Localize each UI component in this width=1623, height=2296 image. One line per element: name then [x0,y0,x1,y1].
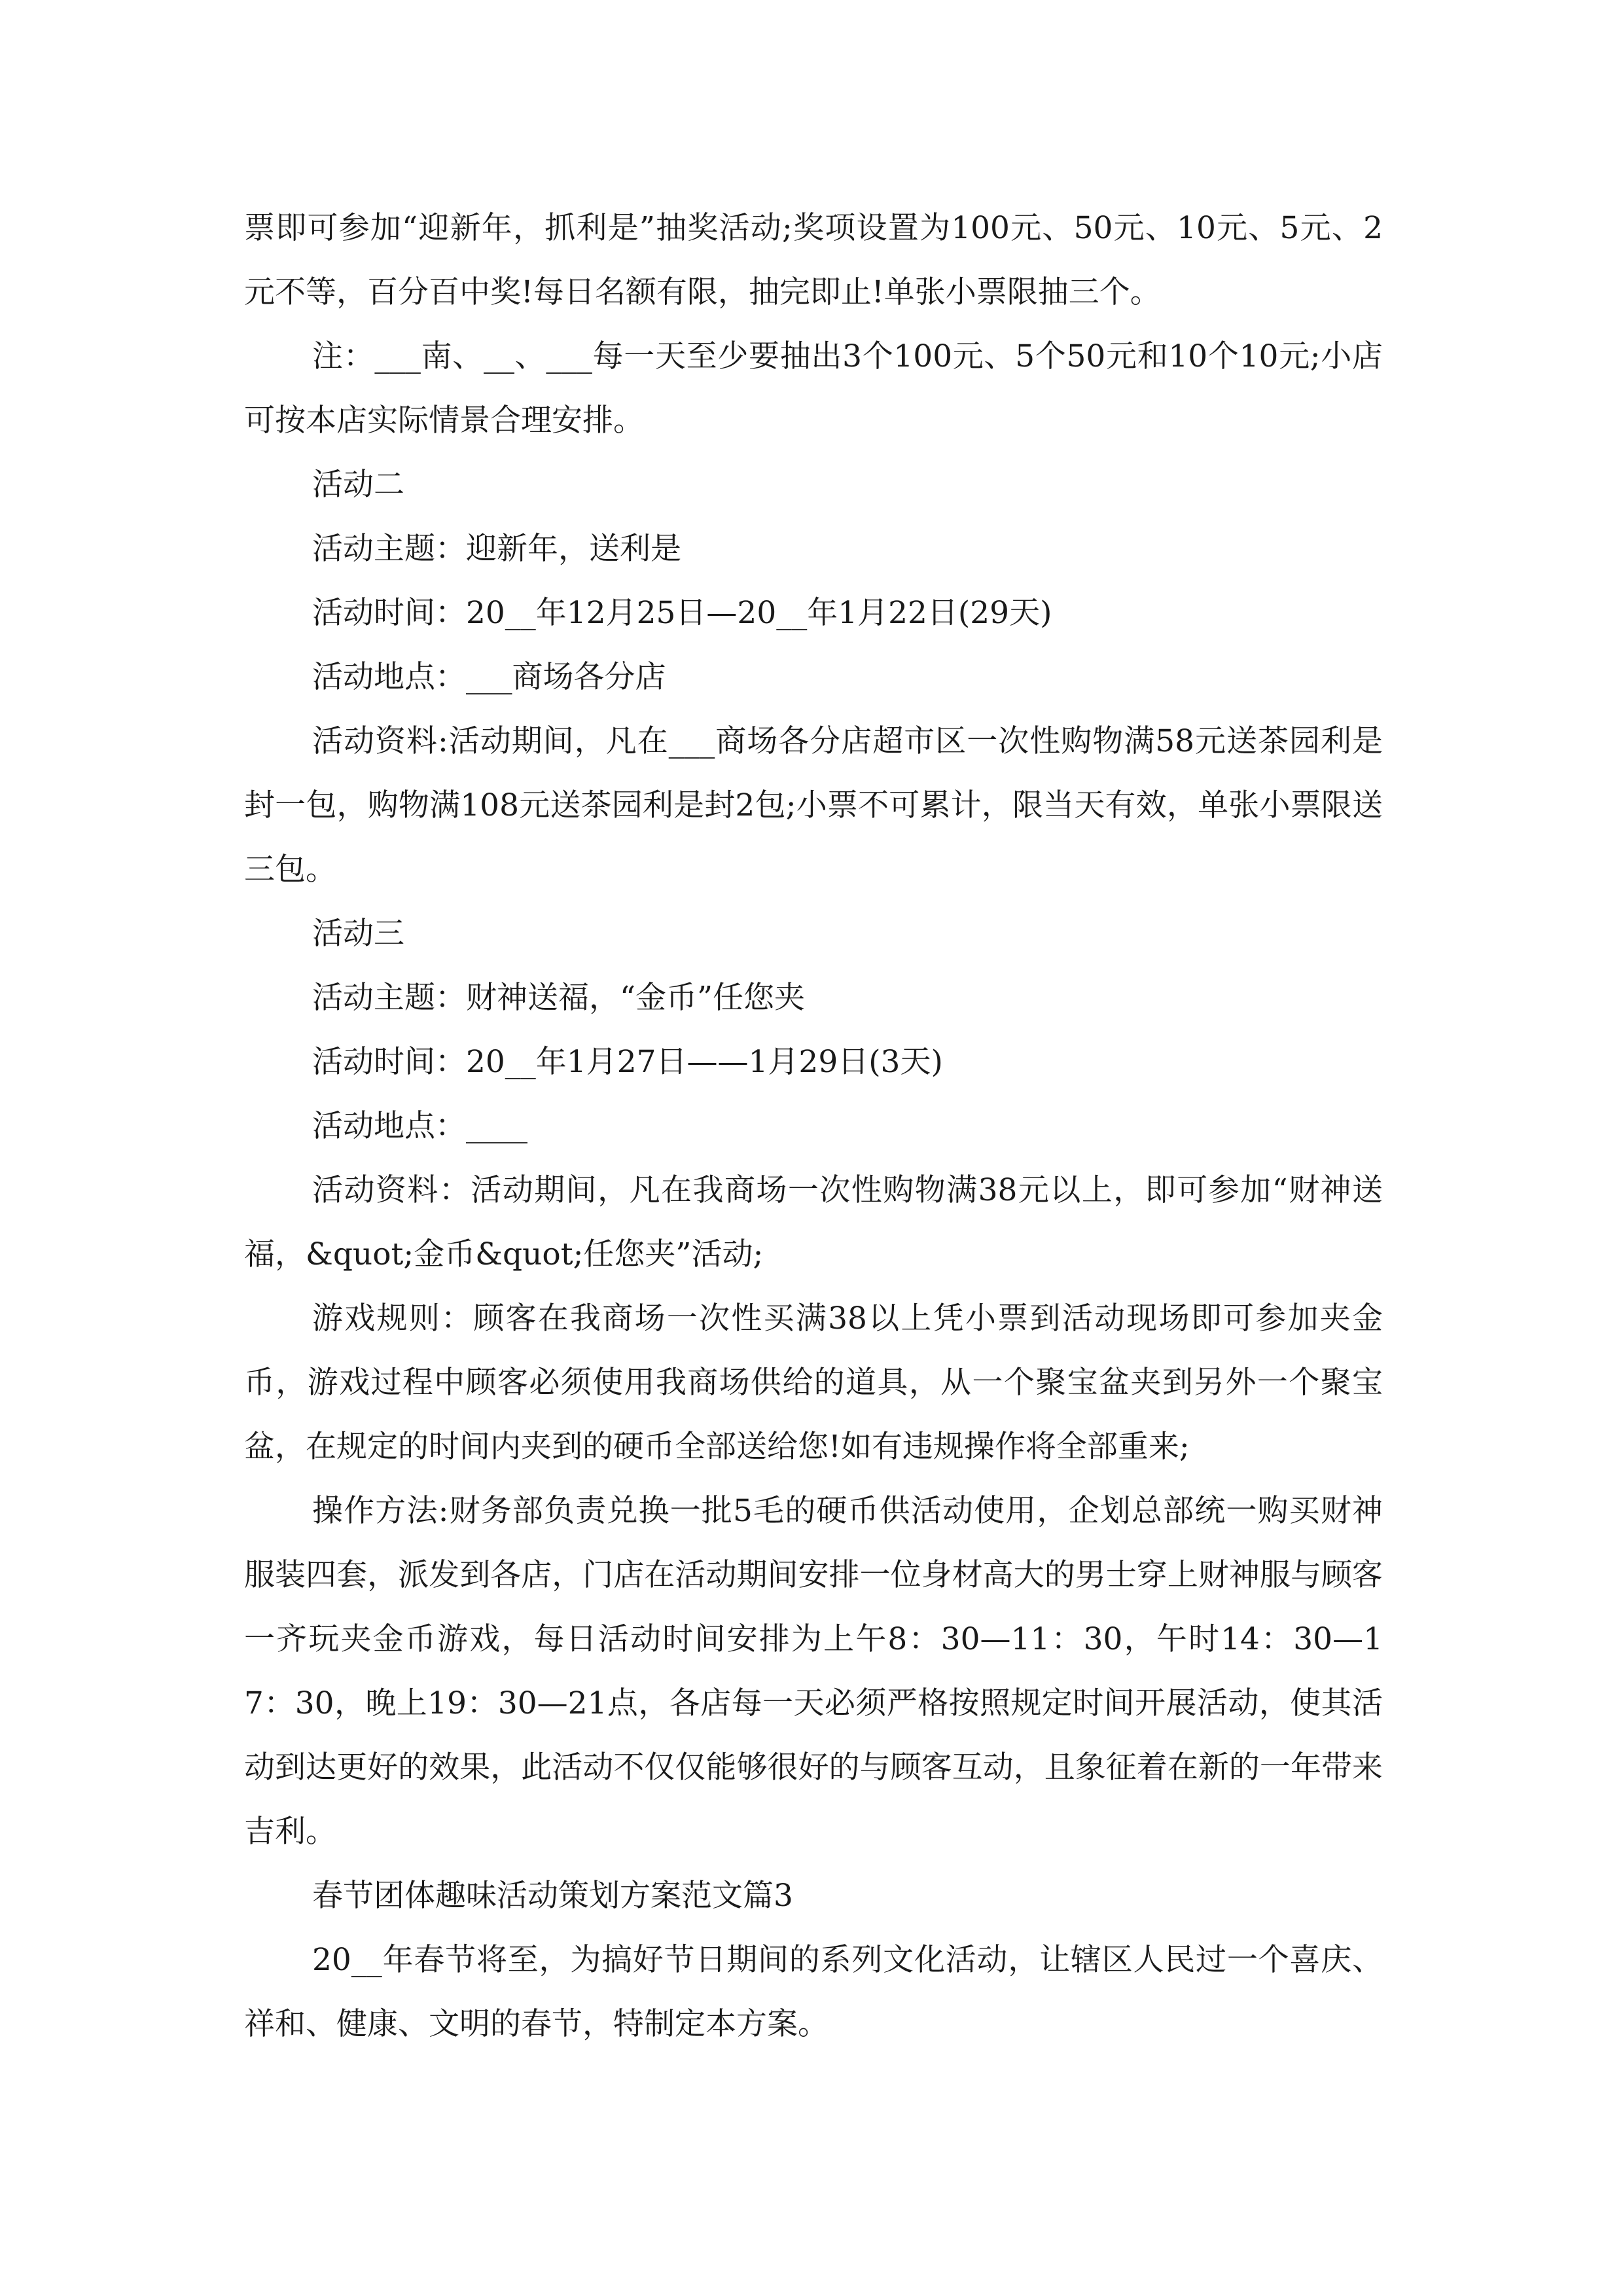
activity-three-details: 活动资料：活动期间，凡在我商场一次性购物满38元以上，即可参加“财神送福，&quot;金币&quot;任您夹”活动; [244,1172,1383,1272]
activity-two-theme: 活动主题：迎新年，送利是 [312,531,681,567]
activity-three-theme: 活动主题：财神送福，“金币”任您夹 [312,980,806,1016]
paragraph-note: 注：___南、__、___每一天至少要抽出3个100元、5个50元和10个10元;小店可按本店实际情景合理安排。 [244,338,1383,439]
activity-two-details: 活动资料:活动期间，凡在___商场各分店超市区一次性购物满58元送茶园利是封一包，购物满108元送茶园利是封2包;小票不可累计，限当天有效，单张小票限送三包。 [244,723,1383,888]
heading-activity-two: 活动二 [312,467,404,503]
operation-method: 操作方法:财务部负责兑换一批5毛的硬币供活动使用，企划总部统一购买财神服装四套，派发到各店，门店在活动期间安排一位身材高大的男士穿上财神服与顾客一齐玩夹金币游戏，每日活动时间安排为上午8：30—11：30，午时14：30—17：30，晚上19：30—21点，各店每一天必须严格按照规定时间开展活动，使其活动到达更好的效果，此活动不仅仅能够很好的与顾客互动，且象征着在新的一年带来吉利。 [244,1493,1383,1850]
activity-two-location: 活动地点：___商场各分店 [312,659,666,695]
paragraph-continuation: 票即可参加“迎新年，抓利是”抽奖活动;奖项设置为100元、50元、10元、5元、2元不等，百分百中奖!每日名额有限，抽完即止!单张小票限抽三个。 [244,210,1383,310]
document-page [244,196,1383,2056]
activity-three-time: 活动时间：20__年1月27日——1月29日(3天) [312,1044,943,1080]
game-rules: 游戏规则：顾客在我商场一次性买满38以上凭小票到活动现场即可参加夹金币，游戏过程中顾客必须使用我商场供给的道具，从一个聚宝盆夹到另外一个聚宝盆，在规定的时间内夹到的硬币全部送给您!如有违规操作将全部重来; [244,1300,1383,1465]
heading-activity-three: 活动三 [312,916,404,952]
section-heading-part-three: 春节团体趣味活动策划方案范文篇3 [312,1878,793,1914]
activity-three-location: 活动地点：____ [312,1108,527,1144]
intro-paragraph: 20__年春节将至，为搞好节日期间的系列文化活动，让辖区人民过一个喜庆、祥和、健康、文明的春节，特制定本方案。 [244,1942,1383,2042]
activity-two-time: 活动时间：20__年12月25日—20__年1月22日(29天) [312,595,1052,631]
